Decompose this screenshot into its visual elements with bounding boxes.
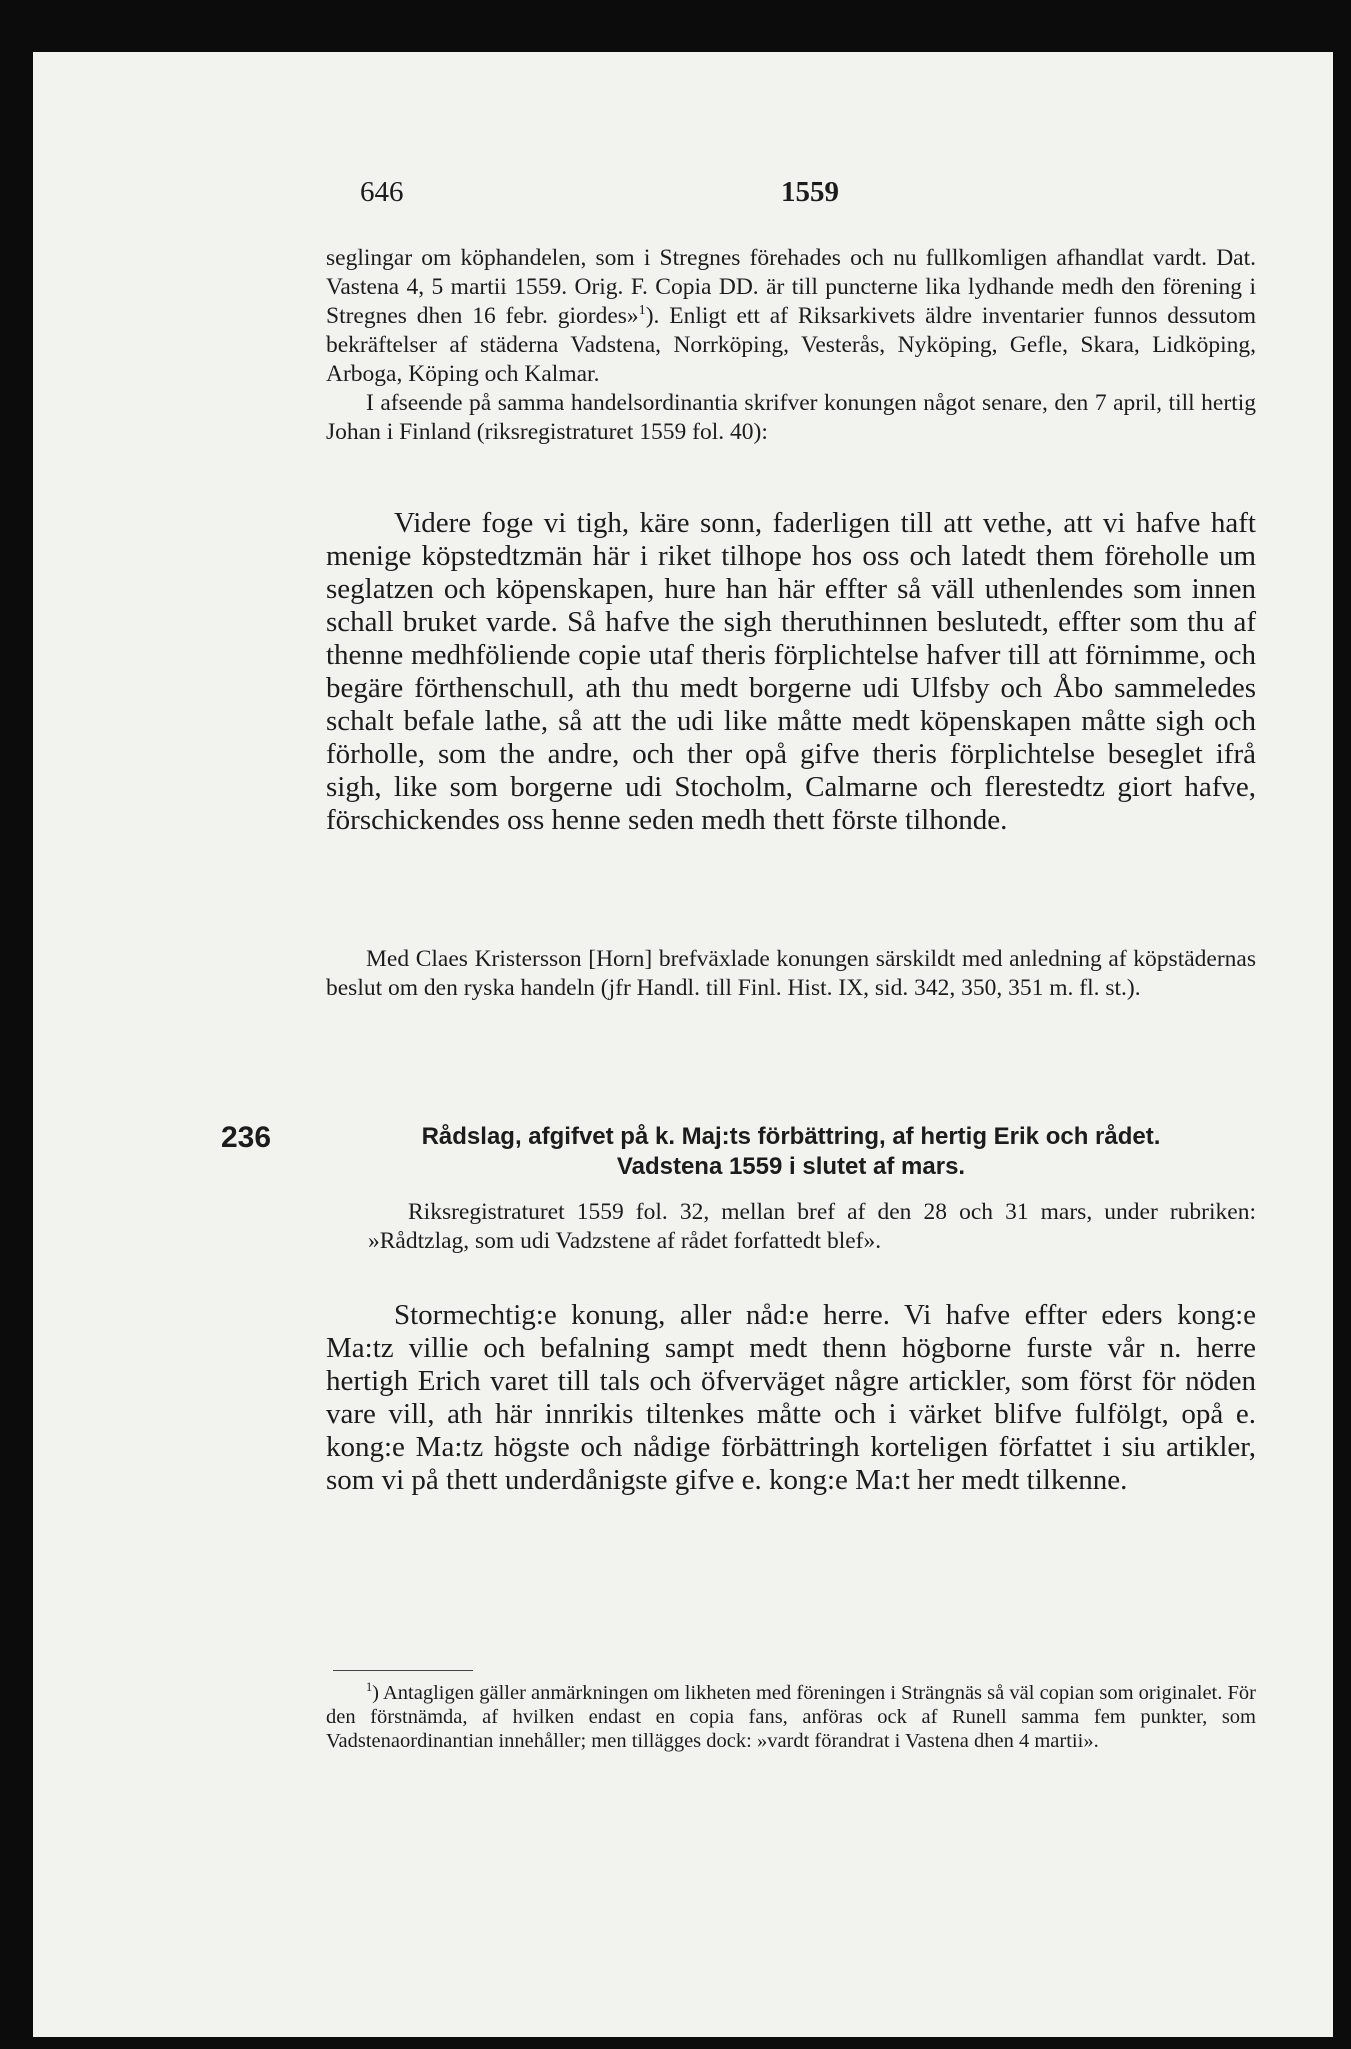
intro-paragraph-2: I afseende på samma handelsordinantia skrifver konungen något senare, den 7 april, till hertig Johan i Finland (riksregistraturet 1559 fol. 40): (326, 390, 1256, 445)
letter-1-block (326, 507, 1256, 837)
section-title-line-1: Rådslag, afgifvet på k. Maj:ts förbättring, af hertig Erik och rådet. (421, 1123, 1161, 1150)
source-note-block (368, 1198, 1256, 1256)
note-2-block (326, 945, 1256, 1003)
intro-paragraph-1 (326, 244, 1256, 389)
section-number: 236 (221, 1121, 272, 1154)
page-content (33, 52, 1333, 2037)
source-note-text: Riksregistraturet 1559 fol. 32, mellan bref af den 28 och 31 mars, under rubriken: »Rådtzlag, som udi Vadzstene af rådet forfattedt blef». (368, 1199, 1256, 1254)
footnote-ref: 1 (638, 302, 646, 319)
running-year: 1559 (781, 176, 839, 208)
section-title-line-2: Vadstena 1559 i slutet af mars. (616, 1153, 966, 1180)
letter-1-text: Videre foge vi tigh, käre sonn, faderligen till att vethe, att vi hafve haft menige köpstedtzmän här i riket tilhope hos oss och latedt them föreholle um seglatzen och köpenskapen, hure han här effter så väll uthenlendes som innen schall bruket varde. Så hafve the sigh theruthinnen beslutedt, effter som thu af thenne medhföliende copie utaf theris förplichtelse hafver till att förnimme, och begäre förthenschull, ath thu medt borgerne udi Ulfsby och Åbo sammeledes schalt befale lathe, så att the udi like måtte medt köpenskapen måtte sigh och förholle, som the andre, och ther opå gifve theris förplichtelse beseglet ifrå sigh, like som borgerne udi Stocholm, Calmarne och flerestedtz giort hafve, förschickendes oss henne seden medh thett förste tilhonde. (326, 507, 1256, 836)
intro-paragraph-1-tail: ). Enligt ett af Riksarkivets äldre inventarier funnos dessutom bekräftelser af städerna Vadstena, Norrköping, Vesterås, Nyköping, Gefle, Skara, Lidköping, Arboga, Köping och Kalmar. (326, 303, 1257, 387)
letter-2-text: Stormechtig:e konung, aller nåd:e herre. Vi hafve effter eders kong:e Ma:tz villie och befalning sampt medt thenn högborne furste vår n. herre hertigh Erich varet till tals och öfverväget någre artickler, som först för nöden vare vill, ath här innrikis tiltenkes måtte och i värket blifve fulfölgt, opå e. kong:e Ma:tz högste och nådige förbättringh korteligen författet i siu artikler, som vi på thett underdånigste gifve e. kong:e Ma:t her medt tilkenne. (326, 1299, 1256, 1496)
book-page (33, 52, 1333, 2037)
note-2-text: Med Claes Kristersson [Horn] brefväxlade konungen särskildt med anledning af köpstädernas beslut om den ryska handeln (jfr Handl. till Finl. Hist. IX, sid. 342, 350, 351 m. fl. st.). (326, 946, 1256, 1001)
footnote-block (326, 1681, 1256, 1753)
running-head (33, 176, 1333, 216)
section-heading (326, 1122, 1256, 1182)
letter-2-block (326, 1299, 1256, 1497)
intro-paragraph-1-text: seglingar om köphandelen, som i Stregnes förehades och nu fullkomligen afhandlat vardt. Dat. Vastena 4, 5 martii 1559. Orig. F. Copia DD. är till puncterne lika lydhande medh den förening i Stregnes dhen 16 febr. giordes» (326, 245, 1256, 329)
footnote-rule (333, 1670, 473, 1671)
footnote-text (326, 1681, 1256, 1753)
footnote-body: ) Antagligen gäller anmärkningen om likheten med föreningen i Strängnäs så väl copian som originalet. För den förstnämda, af hvilken endast en copia fans, anföras ock af Runell samma fem punkter, som Vadstenaordinantian innehåller; men tillägges dock: »vardt förandrat i Vastena dhen 4 martii». (326, 1682, 1256, 1752)
intro-block (326, 244, 1256, 447)
page-number: 646 (360, 176, 404, 208)
footnote-marker: 1 (366, 1680, 373, 1695)
